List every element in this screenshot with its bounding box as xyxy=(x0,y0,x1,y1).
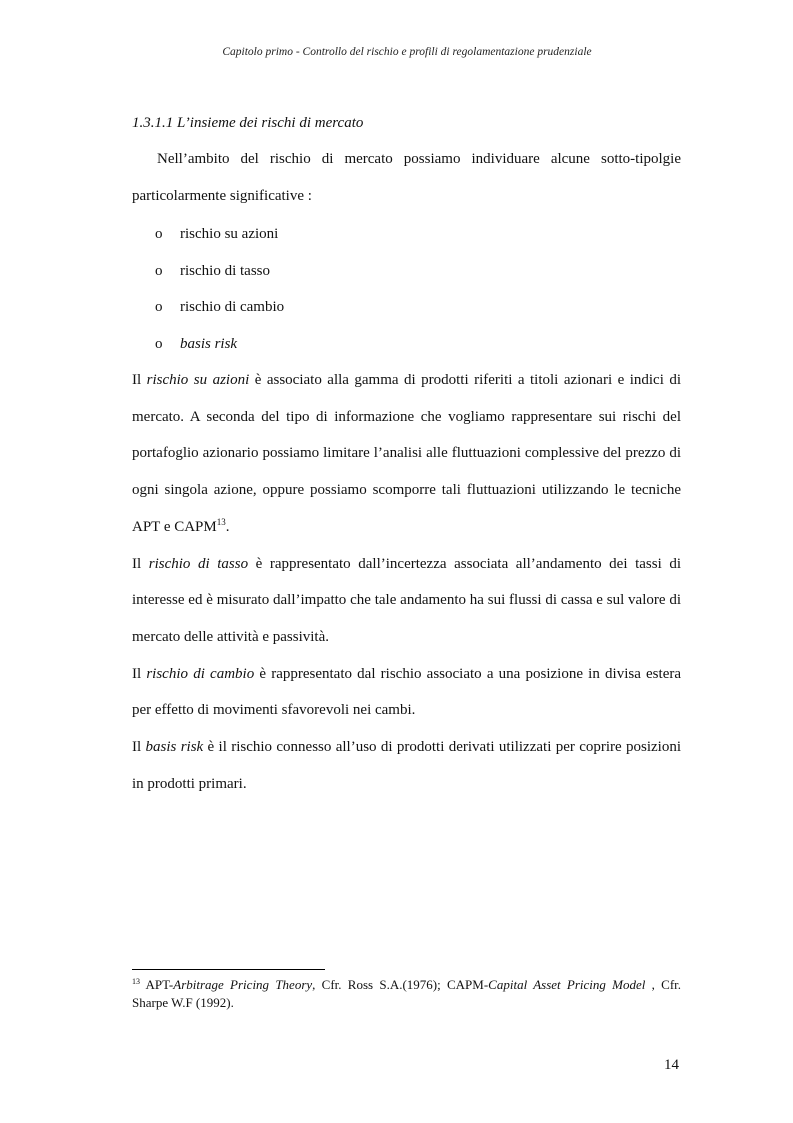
intro-paragraph: Nell’ambito del rischio di mercato possiamo individuare alcune sotto-tipolgie particolarmente significative : xyxy=(132,151,681,204)
footnote-reference: 13 xyxy=(216,516,226,527)
section-heading: 1.3.1.1 L’insieme dei rischi di mercato xyxy=(132,115,364,131)
paragraph-exchange-risk xyxy=(132,656,681,729)
term-basis-risk: basis risk xyxy=(145,739,204,756)
list-item xyxy=(155,289,284,326)
paragraph-basis-risk xyxy=(132,729,681,802)
term-interest-rate-risk: rischio di tasso xyxy=(148,555,249,572)
term-exchange-risk: rischio di cambio xyxy=(146,665,255,682)
footnote-text: , Cfr. Sharpe W.F (1992). xyxy=(132,977,682,1010)
list-item-label: basis risk xyxy=(180,335,238,352)
footnote-number: 13 xyxy=(132,977,140,986)
paragraph-tail: . xyxy=(225,518,230,535)
list-item xyxy=(155,216,284,253)
footnote-term: Capital Asset Pricing Model xyxy=(488,977,646,992)
paragraph-interest-rate-risk xyxy=(132,546,681,656)
paragraph-text: è il rischio connesso all’uso di prodotti derivati utilizzati per coprire posizioni in prodotti primari. xyxy=(132,739,682,792)
footnote-text: , Cfr. Ross S.A.(1976); CAPM- xyxy=(312,977,489,992)
footnote-separator xyxy=(132,969,325,970)
body-paragraphs xyxy=(132,362,681,802)
paragraph-lead: Il xyxy=(132,372,147,388)
paragraph-text: è associato alla gamma di prodotti riferiti a titoli azionari e indici di mercato. A seconda del tipo di informazione che vogliamo rappresentare sui rischi del portafoglio azionario possiamo limitare l’analisi alle fluttuazioni complessive del prezzo di ogni singola azione, oppure possiamo scomporre tali fluttuazioni utilizzando le tecniche APT e CAPM xyxy=(132,372,681,535)
bullet-marker: o xyxy=(155,226,163,242)
paragraph-lead: Il xyxy=(132,665,147,682)
bullet-marker: o xyxy=(155,299,163,315)
footnote xyxy=(132,976,681,1012)
list-item-label: rischio di tasso xyxy=(180,262,270,279)
bullet-marker: o xyxy=(155,335,163,352)
running-header: Capitolo primo - Controllo del rischio e profili di regolamentazione prudenziale xyxy=(222,46,592,58)
paragraph-text: è rappresentato dall’incertezza associata all’andamento dei tassi di interesse ed è misurato dall’impatto che tale andamento ha sui flussi di cassa e sul valore di mercato delle attività e passività. xyxy=(132,555,681,645)
paragraph-equity-risk xyxy=(132,362,681,546)
list-item-label: rischio di cambio xyxy=(180,299,285,315)
list-item xyxy=(155,326,284,363)
footnote-term: Arbitrage Pricing Theory xyxy=(173,977,313,992)
bullet-marker: o xyxy=(155,262,163,279)
risk-type-list xyxy=(155,216,284,362)
footnote-text: APT- xyxy=(140,977,174,992)
paragraph-lead: Il xyxy=(132,555,149,572)
list-item xyxy=(155,253,284,290)
list-item-label: rischio su azioni xyxy=(180,226,279,242)
page-number: 14 xyxy=(664,1057,679,1073)
paragraph-lead: Il xyxy=(132,739,146,756)
term-equity-risk: rischio su azioni xyxy=(146,372,250,388)
paragraph-text: è rappresentato dal rischio associato a una posizione in divisa estera per effetto di movimenti sfavorevoli nei cambi. xyxy=(132,665,682,719)
